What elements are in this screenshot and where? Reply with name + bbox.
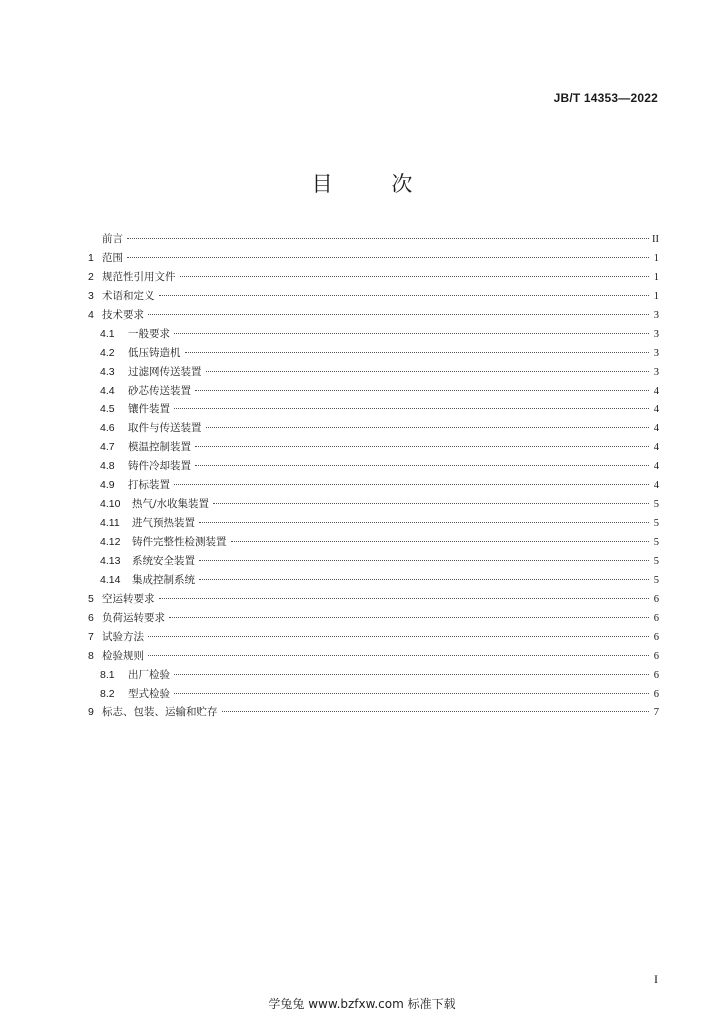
toc-entry-label: 模温控制装置	[128, 441, 191, 454]
toc-entry-label: 系统安全装置	[132, 554, 195, 567]
toc-leader-dots	[159, 598, 650, 599]
toc-entry-label: 前言	[102, 233, 123, 245]
toc-entry-label: 术语和定义	[102, 289, 155, 302]
toc-leader-dots	[206, 427, 650, 428]
toc-leader-dots	[159, 295, 650, 296]
toc-entry[interactable]	[88, 325, 659, 344]
toc-entry-number: 8.1	[100, 668, 115, 681]
toc-entry-page: 3	[653, 366, 659, 378]
toc-entry-label: 铸件冷却装置	[128, 460, 191, 473]
toc-entry-page: 1	[653, 290, 659, 302]
toc-entry-page: 6	[653, 593, 659, 605]
toc-entry-page: 5	[653, 499, 659, 511]
toc-entry[interactable]	[88, 344, 659, 363]
toc-leader-dots	[127, 238, 649, 239]
toc-leader-dots	[231, 541, 650, 542]
toc-entry[interactable]	[88, 382, 659, 401]
toc-entry-page: 1	[653, 271, 659, 283]
page-title: 目 次	[311, 172, 439, 196]
toc-entry-page: 4	[653, 404, 659, 416]
toc-entry-label: 砂芯传送装置	[128, 384, 191, 397]
toc-entry[interactable]	[88, 628, 659, 647]
toc-entry-number: 4.12	[100, 536, 121, 548]
toc-leader-dots	[174, 333, 649, 334]
toc-entry-page: 5	[653, 555, 659, 567]
toc-entry-number: 4.4	[100, 384, 115, 397]
toc-entry-number: 9	[88, 706, 94, 719]
toc-entry-number: 4.3	[100, 365, 115, 378]
toc-leader-dots	[195, 465, 649, 466]
toc-entry-page: 5	[653, 537, 659, 548]
toc-entry-number: 4.13	[100, 554, 121, 567]
toc-entry-label: 范围	[102, 251, 123, 264]
toc-leader-dots	[148, 314, 649, 315]
toc-entry-label: 镶件装置	[128, 403, 170, 416]
toc-entry-number: 4	[88, 308, 94, 321]
toc-entry-page: 6	[653, 669, 659, 681]
toc-leader-dots	[180, 276, 650, 277]
toc-entry-label: 标志、包装、运输和贮存	[102, 706, 218, 719]
toc-entry[interactable]	[88, 287, 659, 306]
toc-entry-page: 6	[653, 612, 659, 624]
toc-entry-number: 4.9	[100, 479, 115, 492]
toc-entry-page: 6	[653, 688, 659, 700]
toc-entry-page: 3	[653, 309, 659, 321]
toc-entry-number: 3	[88, 289, 94, 302]
toc-entry[interactable]	[88, 400, 659, 419]
toc-entry-label: 一般要求	[128, 327, 170, 340]
toc-leader-dots	[185, 352, 650, 353]
toc-entry-page: 1	[653, 252, 659, 264]
toc-entry-label: 空运转要求	[102, 592, 155, 605]
toc-entry-page: 4	[653, 461, 659, 473]
toc-entry[interactable]	[88, 306, 659, 325]
toc-leader-dots	[169, 617, 649, 618]
toc-leader-dots	[174, 408, 649, 409]
toc-entry-label: 铸件完整性检测装置	[132, 536, 227, 548]
toc-entry-number: 2	[88, 270, 94, 283]
toc-entry-label: 热气/水收集装置	[132, 498, 210, 511]
toc-entry[interactable]	[88, 703, 659, 722]
toc-entry-label: 过滤网传送装置	[128, 365, 202, 378]
toc-entry-number: 4.8	[100, 460, 115, 473]
toc-leader-dots	[199, 560, 649, 561]
toc-entry[interactable]	[88, 268, 659, 287]
toc-entry-number: 4.2	[100, 346, 115, 359]
table-of-contents	[88, 230, 659, 722]
toc-entry-number: 1	[88, 251, 94, 264]
toc-entry[interactable]	[88, 438, 659, 457]
toc-entry-label: 出厂检验	[128, 668, 170, 681]
toc-leader-dots	[222, 711, 650, 712]
toc-entry-label: 型式检验	[128, 687, 170, 700]
toc-entry[interactable]	[88, 533, 659, 552]
toc-entry[interactable]	[88, 609, 659, 628]
toc-entry-label: 进气预热装置	[132, 517, 195, 530]
toc-entry[interactable]	[88, 363, 659, 382]
toc-entry-page: 5	[653, 574, 659, 586]
toc-leader-dots	[174, 693, 649, 694]
toc-entry-page: 7	[653, 707, 659, 719]
toc-entry[interactable]	[88, 419, 659, 438]
toc-entry-number: 8	[88, 649, 94, 662]
toc-entry-label: 技术要求	[102, 308, 144, 321]
toc-leader-dots	[195, 390, 649, 391]
toc-leader-dots	[206, 371, 650, 372]
toc-entry[interactable]	[88, 476, 659, 495]
toc-leader-dots	[195, 446, 649, 447]
toc-entry-page: 3	[653, 347, 659, 359]
toc-entry-label: 集成控制系统	[132, 573, 195, 586]
toc-entry-label: 规范性引用文件	[102, 270, 176, 283]
toc-entry[interactable]	[88, 647, 659, 666]
toc-entry-page: 6	[653, 650, 659, 662]
toc-entry[interactable]	[88, 230, 659, 249]
toc-leader-dots	[148, 636, 649, 637]
toc-entry-label: 取件与传送装置	[128, 422, 202, 435]
toc-leader-dots	[174, 674, 649, 675]
toc-entry[interactable]	[88, 666, 659, 685]
toc-entry-number: 8.2	[100, 687, 115, 700]
toc-entry-number: 5	[88, 592, 94, 605]
toc-entry-number: 4.7	[100, 441, 115, 454]
toc-entry[interactable]	[88, 514, 659, 533]
toc-entry-page: 3	[653, 328, 659, 340]
toc-entry-label: 打标装置	[128, 479, 170, 492]
toc-entry-number: 4.5	[100, 403, 115, 416]
toc-entry[interactable]	[88, 457, 659, 476]
page-number: I	[654, 972, 658, 986]
toc-entry-number: 4.1	[100, 327, 115, 340]
toc-entry-page: II	[652, 234, 659, 245]
standard-number: JB/T 14353—2022	[553, 91, 658, 105]
toc-leader-dots	[199, 522, 649, 523]
toc-entry[interactable]	[88, 495, 659, 514]
toc-entry-label: 检验规则	[102, 649, 144, 662]
toc-entry-page: 4	[653, 423, 659, 435]
toc-entry-label: 负荷运转要求	[102, 611, 165, 624]
toc-leader-dots	[174, 484, 649, 485]
toc-entry-number: 6	[88, 611, 94, 624]
toc-leader-dots	[213, 503, 649, 504]
toc-entry-number: 4.11	[100, 517, 120, 530]
toc-entry[interactable]	[88, 571, 659, 590]
toc-entry-page: 4	[653, 442, 659, 454]
toc-entry-label: 低压铸造机	[128, 346, 181, 359]
toc-entry[interactable]	[88, 552, 659, 571]
toc-entry[interactable]	[88, 590, 659, 609]
toc-entry-page: 4	[653, 385, 659, 397]
toc-entry-number: 4.10	[100, 498, 121, 511]
toc-leader-dots	[127, 257, 649, 258]
toc-entry[interactable]	[88, 249, 659, 268]
toc-entry-page: 4	[653, 480, 659, 492]
toc-entry[interactable]	[88, 685, 659, 704]
toc-entry-label: 试验方法	[102, 630, 144, 643]
watermark-text: 学兔兔 www.bzfxw.com 标准下载	[268, 997, 456, 1011]
toc-entry-number: 4.6	[100, 422, 115, 435]
toc-entry-number: 4.14	[100, 573, 121, 586]
toc-leader-dots	[148, 655, 649, 656]
toc-entry-page: 6	[653, 631, 659, 643]
toc-leader-dots	[199, 579, 649, 580]
toc-entry-number: 7	[88, 630, 94, 643]
toc-entry-page: 5	[653, 518, 659, 530]
